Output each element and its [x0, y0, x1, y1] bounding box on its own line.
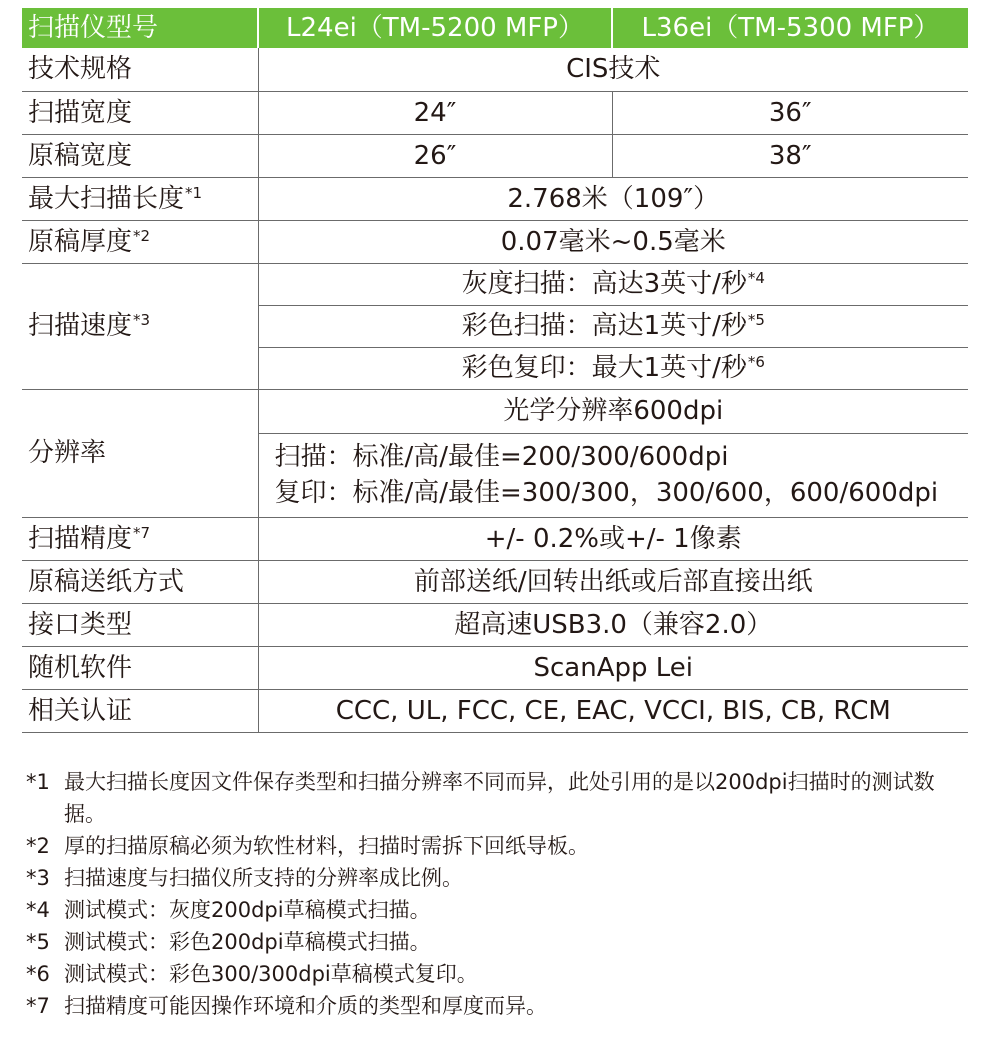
- row-label-text: 最大扫描长度: [28, 183, 185, 214]
- row-document-width: [22, 134, 968, 177]
- footnote-ref: *3: [133, 311, 151, 329]
- footnote-2: [26, 830, 966, 862]
- spec-table: [22, 8, 968, 733]
- row-label-text: 扫描速度: [28, 311, 133, 341]
- footnote-7: [26, 990, 966, 1022]
- row-value: +/- 0.2%或+/- 1像素: [258, 517, 968, 560]
- footnote-mark: *2: [26, 834, 50, 858]
- resolution-scan: 扫描：标准/高/最佳=200/300/600dpi: [274, 442, 729, 472]
- resolution-detail: [258, 433, 968, 517]
- row-technology: [22, 48, 968, 91]
- row-label: 技术规格: [22, 48, 258, 91]
- header-model-label: 扫描仪型号: [22, 8, 258, 48]
- row-scan-speed: [22, 263, 968, 305]
- row-value: 0.07毫米~0.5毫米: [258, 220, 968, 263]
- row-max-scan-length: [22, 177, 968, 220]
- row-value-l24ei: 24″: [258, 91, 612, 134]
- footnote-text: 扫描精度可能因操作环境和介质的类型和厚度而异。: [64, 994, 547, 1018]
- row-label: 接口类型: [22, 603, 258, 646]
- footnote-6: [26, 958, 966, 990]
- header-row: [22, 8, 968, 48]
- row-label: 扫描宽度: [22, 91, 258, 134]
- speed-copy: [258, 347, 968, 389]
- row-interface: [22, 603, 968, 646]
- row-feed-method: [22, 560, 968, 603]
- row-label-text: 原稿厚度: [28, 226, 133, 257]
- footnote-mark: *3: [26, 866, 50, 890]
- row-value: CIS技术: [258, 48, 968, 91]
- footnote-4: [26, 894, 966, 926]
- footnote-ref: *6: [747, 353, 765, 371]
- footnote-ref: *1: [185, 183, 203, 202]
- footnote-mark: *5: [26, 930, 50, 954]
- row-label: [22, 263, 258, 389]
- header-model-l24ei: L24ei（TM-5200 MFP）: [258, 8, 612, 48]
- row-label-text: 扫描精度: [28, 523, 133, 554]
- row-label: 相关认证: [22, 689, 258, 732]
- footnote-mark: *6: [26, 962, 50, 986]
- row-label: 随机软件: [22, 646, 258, 689]
- footnotes: [26, 766, 966, 1022]
- row-value-l24ei: 26″: [258, 134, 612, 177]
- footnote-text: 测试模式：灰度200dpi草稿模式扫描。: [64, 898, 431, 922]
- speed-color-text: 彩色扫描：高达1英寸/秒: [461, 311, 747, 341]
- footnote-mark: *1: [26, 770, 50, 794]
- row-value: 2.768米（109″）: [258, 177, 968, 220]
- footnote-3: [26, 862, 966, 894]
- row-label: 原稿送纸方式: [22, 560, 258, 603]
- footnote-ref: *7: [133, 523, 151, 542]
- row-value: 前部送纸/回转出纸或后部直接出纸: [258, 560, 968, 603]
- row-label: [22, 220, 258, 263]
- footnote-ref: *5: [747, 311, 765, 329]
- resolution-copy: 复印：标准/高/最佳=300/300，300/600，600/600dpi: [274, 478, 939, 508]
- row-scan-accuracy: [22, 517, 968, 560]
- footnote-mark: *4: [26, 898, 50, 922]
- footnote-5: [26, 926, 966, 958]
- footnote-text: 测试模式：彩色300/300dpi草稿模式复印。: [64, 962, 478, 986]
- speed-color: [258, 305, 968, 347]
- row-document-thickness: [22, 220, 968, 263]
- row-value-l36ei: 36″: [612, 91, 968, 134]
- row-label: [22, 517, 258, 560]
- row-label: 分辨率: [22, 389, 258, 517]
- row-scan-width: [22, 91, 968, 134]
- row-value-l36ei: 38″: [612, 134, 968, 177]
- header-model-l36ei: L36ei（TM-5300 MFP）: [612, 8, 968, 48]
- footnote-ref: *2: [133, 226, 151, 245]
- footnote-text: 最大扫描长度因文件保存类型和扫描分辨率不同而异，此处引用的是以200dpi扫描时的测试数据。: [64, 770, 935, 826]
- row-label: [22, 177, 258, 220]
- row-label: 原稿宽度: [22, 134, 258, 177]
- speed-gray-text: 灰度扫描：高达3英寸/秒: [461, 269, 747, 299]
- row-value: ScanApp Lei: [258, 646, 968, 689]
- resolution-optical: 光学分辨率600dpi: [258, 389, 968, 433]
- footnote-text: 扫描速度与扫描仪所支持的分辨率成比例。: [64, 866, 463, 890]
- row-certification: [22, 689, 968, 732]
- footnote-mark: *7: [26, 994, 50, 1018]
- speed-gray: [258, 263, 968, 305]
- row-value: CCC, UL, FCC, CE, EAC, VCCI, BIS, CB, RCM: [258, 689, 968, 732]
- footnote-1: [26, 766, 966, 830]
- speed-copy-text: 彩色复印：最大1英寸/秒: [461, 353, 747, 383]
- row-value: 超高速USB3.0（兼容2.0）: [258, 603, 968, 646]
- footnote-ref: *4: [747, 269, 765, 287]
- footnote-text: 测试模式：彩色200dpi草稿模式扫描。: [64, 930, 431, 954]
- footnote-text: 厚的扫描原稿必须为软性材料，扫描时需拆下回纸导板。: [64, 834, 589, 858]
- row-software: [22, 646, 968, 689]
- row-resolution: [22, 389, 968, 433]
